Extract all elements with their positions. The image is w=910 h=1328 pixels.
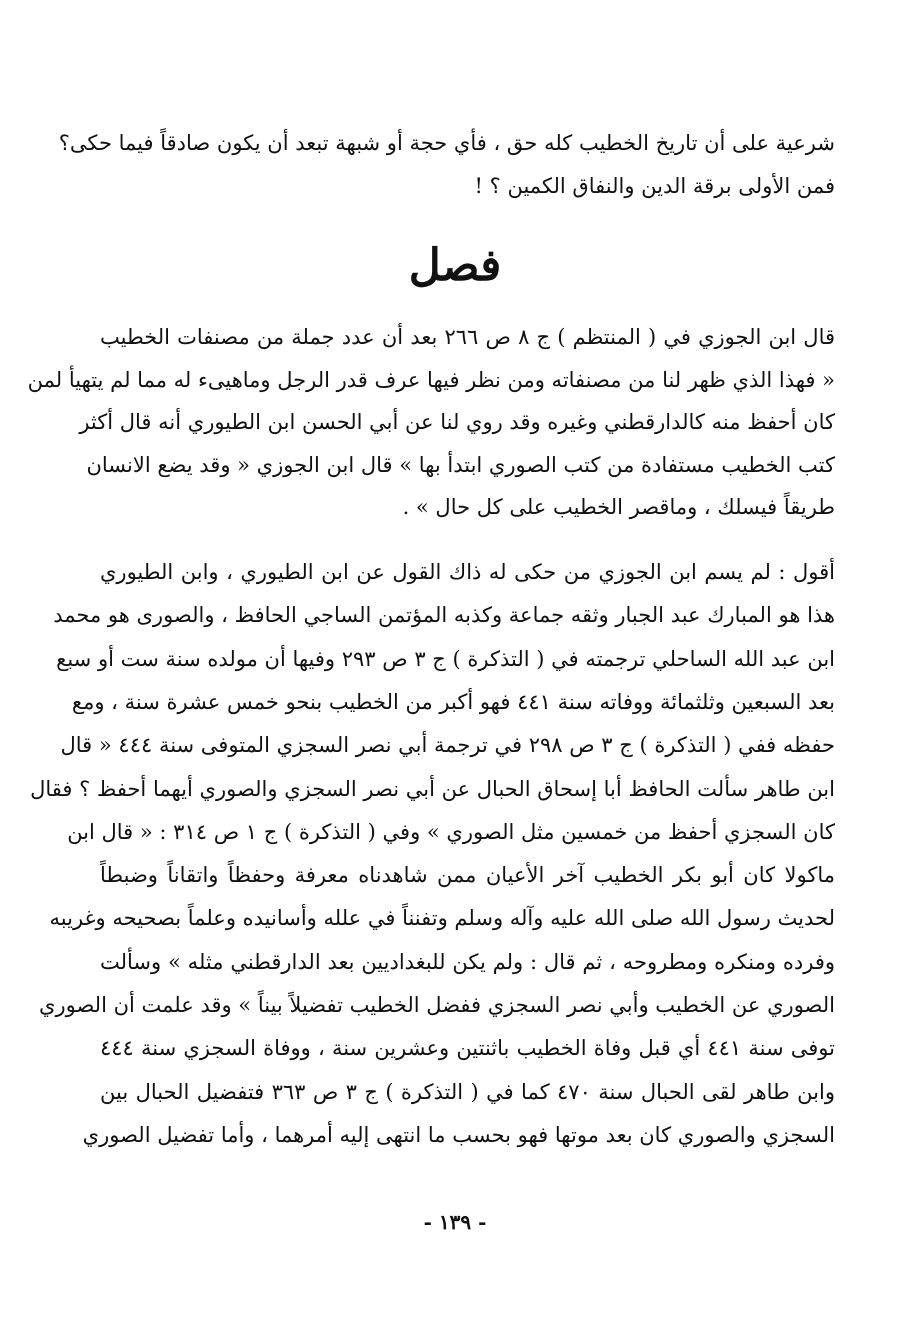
- text-line: شرعية على أن تاريخ الخطيب كله حق ، فأي حجة أو شبهة تبعد أن يكون صادقاً فيما حكى؟: [58, 131, 835, 155]
- text-line: بعد السبعين وثلثمائة ووفاته سنة ٤٤١ فهو أكبر من الخطيب بنحو خمس عشرة سنة ، ومع: [71, 689, 835, 714]
- text-line: وفرده ومنكره ومطروحه ، ثم قال : ولم يكن للبغداديين بعد الدارقطني مثله » وسألت: [100, 949, 835, 974]
- text-line: قال ابن الجوزي في ( المنتظم ) ج ٨ ص ٢٦٦ بعد أن عدد جملة من مصنفات الخطيب: [100, 325, 836, 349]
- text-line: كتب الخطيب مستفادة من كتب الصوري ابتدأ بها » قال ابن الجوزي « وقد يضع الانسان: [86, 452, 835, 477]
- text-line: وابن طاهر لقى الحبال سنة ٤٧٠ كما في ( التذكرة ) ج ٣ ص ٣٦٣ فتفضيل الحبال بين: [100, 1079, 835, 1104]
- text-line: طريقاً فيسلك ، وماقصر الخطيب على كل حال » .: [402, 495, 835, 519]
- text-line: السجزي والصوري كان بعد موتها فهو بحسب ما انتهى إليه أمرهما ، وأما تفضيل الصوري: [82, 1122, 835, 1147]
- text-line: هذا هو المبارك عبد الجبار وثقه جماعة وكذبه المؤتمن الساجي الحافظ ، والصورى هو محمد: [53, 603, 835, 628]
- text-line: « فهذا الذي ظهر لنا من مصنفاته ومن نظر فيها عرف قدر الرجل وماهيىء له مما لم يتهيأ لمن: [27, 367, 835, 392]
- text-line: أقول : لم يسم ابن الجوزي من حكى له ذاك القول عن ابن الطيوري ، وابن الطيوري: [100, 560, 835, 584]
- section-heading: فصل: [408, 240, 502, 291]
- text-line: فمن الأولى برقة الدين والنفاق الكمين ؟ !: [474, 174, 835, 198]
- text-line: ماكولا كان أبو بكر الخطيب آخر الأعيان ممن شاهدناه معرفة وحفظاً واتقاناً وضبطاً: [100, 863, 835, 888]
- text-line: الصوري عن الخطيب وأبي نصر السجزي ففضل الخطيب تفضيلاً بيناً » وقد علمت أن الصوري: [39, 993, 835, 1017]
- text-line: توفى سنة ٤٤١ أي قبل وفاة الخطيب باثنتين وعشرين سنة ، ووفاة السجزي سنة ٤٤٤: [100, 1036, 835, 1061]
- page-number: - ١٣٩ -: [423, 1210, 487, 1234]
- text-line: ابن طاهر سألت الحافظ أبا إسحاق الحبال عن أبي نصر السجزي والصوري أيهما أحفظ ؟ فقال: [30, 776, 835, 801]
- text-line: لحديث رسول الله صلى الله عليه وآله وسلم وتفنناً في علله وأسانيده وعلماً بصحيحه وغريبه: [49, 906, 835, 931]
- text-line: حفظه ففي ( التذكرة ) ج ٣ ص ٢٩٨ في ترجمة أبي نصر السجزي المتوفى سنة ٤٤٤ « قال: [60, 733, 835, 758]
- text-line: كان أحفظ منه كالدارقطني وغيره وقد روي لنا عن أبي الحسن ابن الطيوري أنه قال أكثر: [79, 410, 835, 434]
- text-line: ابن عبد الله الساحلي ترجمته في ( التذكرة ) ج ٣ ص ٢٩٣ وفيها أن مولده سنة ست أو سبع: [56, 646, 835, 671]
- text-line: كان السجزي أحفظ من خمسين مثل الصوري » وفي ( التذكرة ) ج ١ ص ٣١٤ : « قال ابن: [67, 819, 835, 844]
